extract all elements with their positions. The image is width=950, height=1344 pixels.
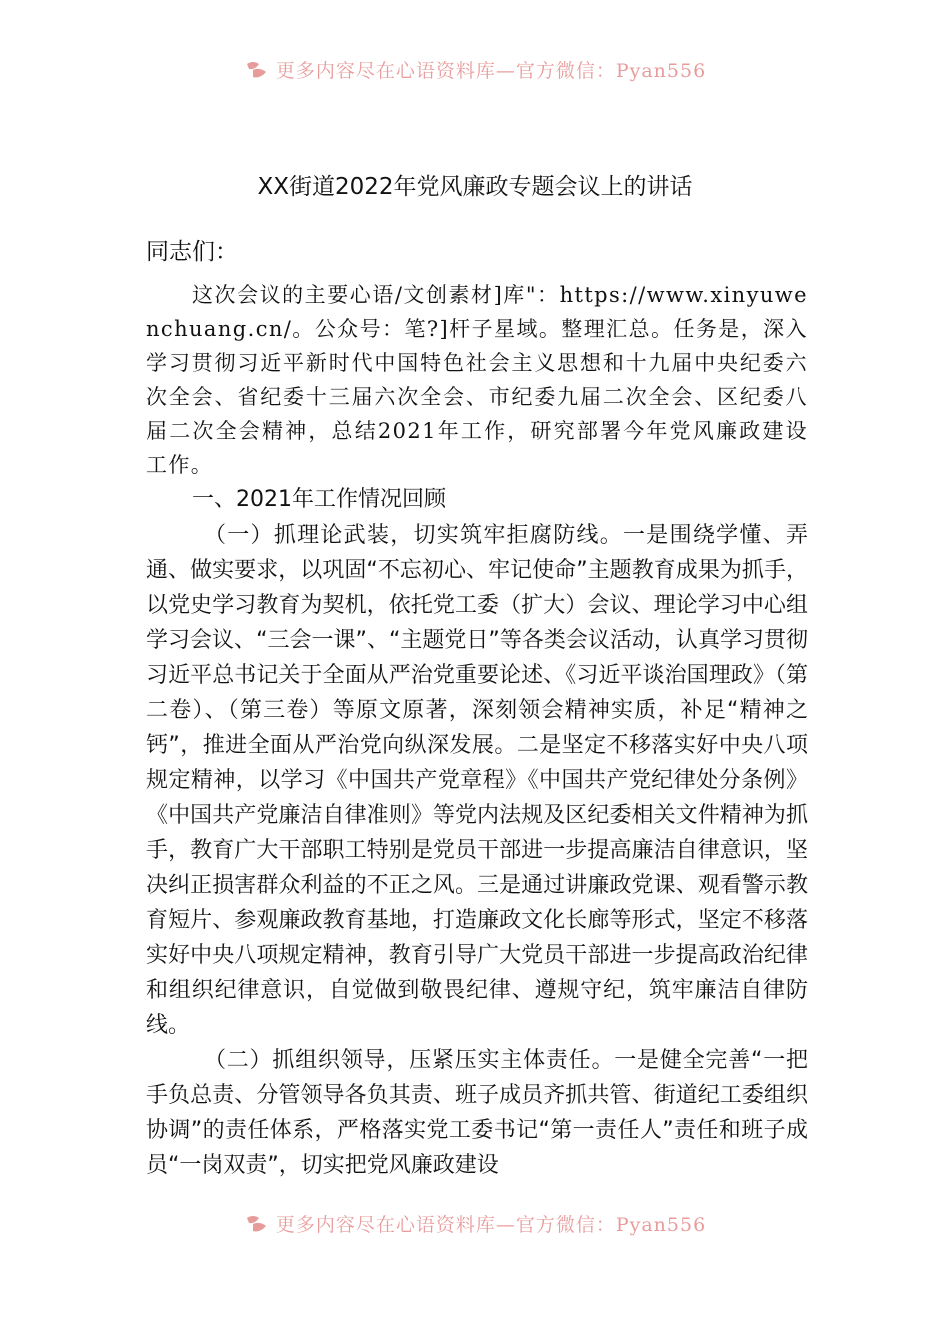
section-heading: 一、2021年工作情况回顾 [192, 487, 446, 512]
watermark-text: 更多内容尽在心语资料库—官方微信：Pyan556 [275, 1213, 707, 1236]
document-title: XX街道2022年党风廉政专题会议上的讲话 [257, 174, 693, 200]
document-body [146, 232, 808, 1183]
body-paragraph: （一）抓理论武装，切实筑牢拒腐防线。一是围绕学懂、弄通、做实要求，以巩固“不忘初心、牢记使命”主题教育成果为抓手，以党史学习教育为契机，依托党工委（扩大）会议、理论学习中心组学习会议、“三会一课”、“主题党日”等各类会议活动，认真学习贯彻习近平总书记关于全面从严治党重要论述、《习近平谈治国理政》（第二卷）、（第三卷）等原文原著，深刻领会精神实质，补足“精神之钙”，推进全面从严治党向纵深发展。二是坚定不移落实好中央八项规定精神，以学习《中国共产党章程》《中国共产党纪律处分条例》《中国共产党廉洁自律准则》等党内法规及区纪委相关文件精神为抓手，教育广大干部职工特别是党员干部进一步提高廉洁自律意识，坚决纠正损害群众利益的不正之风。三是通过讲廉政党课、观看警示教育短片、参观廉政教育基地，打造廉政文化长廊等形式，坚定不移落实好中央八项规定精神，教育引导广大党员干部进一步提高政治纪律和组织纪律意识，自觉做到敬畏纪律、遵规守纪，筑牢廉洁自律防线。 [146, 523, 808, 1038]
watermark-logo-icon [244, 1210, 270, 1236]
intro-paragraph: 这次会议的主要心语/文创素材]库"：https://www.xinyuwenchuang.cn/。公众号：笔?]杆子星域。整理汇总。任务是，深入学习贯彻习近平新时代中国特色社会主义思想和十九届中央纪委六次全会、省纪委十三届六次全会、市纪委九届二次全会、区纪委八届二次全会精神，总结2021年工作，研究部署今年党风廉政建设工作。 [146, 283, 808, 477]
salutation: 同志们： [146, 239, 238, 265]
body-paragraph: （二）抓组织领导，压紧压实主体责任。一是健全完善“一把手负总责、分管领导各负其责、班子成员齐抓共管、街道纪工委组织协调”的责任体系，严格落实党工委书记“第一责任人”责任和班子成员“一岗双责”，切实把党风廉政建设 [146, 1048, 808, 1178]
watermark-footer [0, 1206, 950, 1240]
watermark-logo-icon [244, 56, 270, 82]
watermark-text: 更多内容尽在心语资料库—官方微信：Pyan556 [275, 59, 707, 82]
watermark-header [0, 52, 950, 86]
